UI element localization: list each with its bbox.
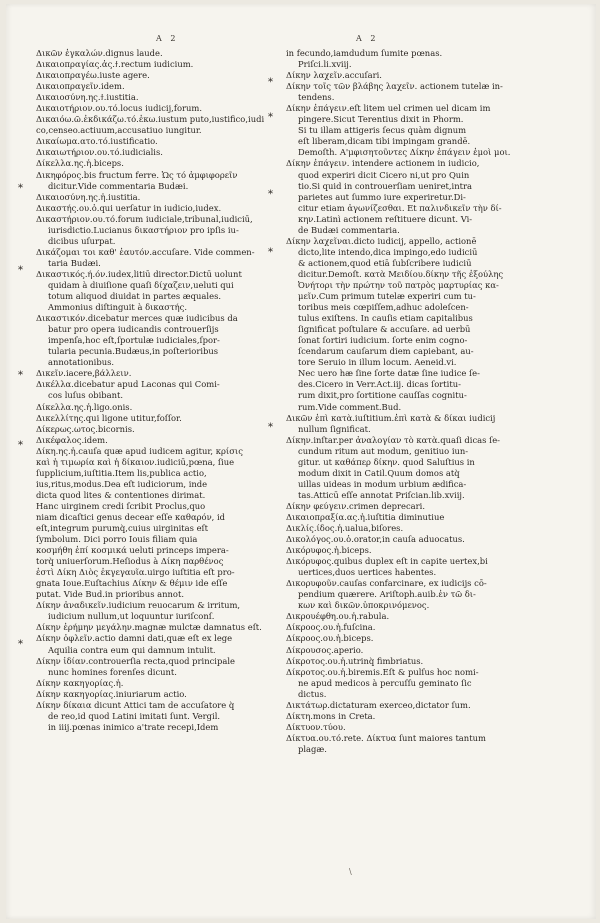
text-line: dicibus uſurpat. [48,235,116,246]
text-line: de reo,id quod Latini imitati ſunt. Vergil. [48,710,221,721]
book-page [6,4,596,919]
text-line: Δικαστής.ου.ὁ.qui uerſatur in iudicio,iudex. [36,202,222,213]
text-line: Δίκελλα.ης.ἡ.ligo.onis. [36,401,133,412]
text-line: gnata Ioue.Euſtachius Δίκην & θέμιν ide eſſe [36,578,228,589]
text-line: Δικαιοσύνη.ης.ἡ.iustitia. [36,191,141,202]
text-line: Δίκην ἐπάγειν. intendere actionem in iudicio, [286,158,480,169]
text-line: Δίκην κακηγορίας.ἡ. [36,677,124,688]
text-line: Δίκερως.ωτος.bicornis. [36,423,135,434]
text-line: Δίκτυα.ου.τό.rete. Δίκτυα ſunt maiores tantum [286,732,486,743]
text-line: Δίκελλα.ης.ἡ.biceps. [36,158,124,169]
text-line: de Budæi commentaria. [298,224,400,235]
text-line: modum dixit in Catil.Quum domos atq̀ [298,467,460,478]
text-line: Δικελλίτης.qui ligone utitur,foſſor. [36,412,182,423]
text-line: Δίκην κακηγορίας.iniuriarum actio. [36,688,187,699]
text-line: Δίκροτος.ου.ἡ.utrinq̀ fimbriatus. [286,655,424,666]
text-line: Demoſth. A'μφισητοῦντες Δίκην ἐπάγειν ἐμοὶ μοι. [298,147,511,158]
text-line: Δικέφαλος.idem. [36,434,108,445]
text-line: nullum ſignificat. [298,423,371,434]
text-line: dicitur.Demoſt. κατὰ Μειδίου.δίκην τῆς ἐξούλης [298,268,504,279]
text-line: tas.Atticū eſſe annotat Priſcian.lib.xviij. [298,489,465,500]
text-line: iudicium nullum,ut loquuntur iuriſconſ. [48,611,215,622]
text-line: Δικαίωμα.ατο.τό.iustificatio. [36,136,158,147]
text-line: Δικαστικός.ή.όν.iudex,litiū director.Dictū uolunt [36,268,242,279]
text-line: quod experiri dicit Cicero ni,ut pro Quin [298,169,470,180]
text-line: Δίκην φεύγειν.crimen deprecari. [286,500,426,511]
text-line: torq̀ uniuerſorum.Heſiodus à Δίκη παρθένος [36,556,224,567]
text-line: toribus meis cœpiſſem,adhuc adoleſcen- [298,302,469,313]
text-line: Si tu illam attigeris ſecus quàm dignum [298,125,467,136]
text-line: Δικτάτωρ.dictaturam exerceo,dictator ſum. [286,699,471,710]
text-line: cundum ritum aut modum, genitiuo iun- [298,445,469,456]
text-line: Δίκτυον.τύου. [286,721,346,732]
text-line: Priſci.li.xviij. [298,59,352,70]
margin-asterisk: * [18,370,23,381]
text-line: in fecundo,iamdudum ſumite pœnas. [286,48,443,58]
footer-mark: \ [349,867,352,876]
text-line: ſupplicium,iuſtitia.Item lis,publica actio, [36,467,207,478]
text-line: quidam à diuiſione quaſi δίχαζειν,ueluti qui [48,279,234,290]
right-column [286,48,576,755]
margin-asterisk: * [18,440,23,451]
text-line: Δίκροτος.ου.ἡ.biremis.Eſt & pulſus hoc nomi- [286,666,479,677]
text-line: uertices,duos uertices habentes. [298,567,437,578]
text-line: μεῖν.Cum primum tutelæ experiri cum tu- [298,291,476,302]
text-line: dicitur.Vide commentaria Budæi. [48,180,189,191]
text-line: tore Seruio in illum locum. Aeneid.vi. [298,357,457,368]
text-line: putat. Vide Bud.in prioribus annot. [36,589,185,600]
text-line: Δικαιοπραγεῖν.idem. [36,81,125,92]
text-line: Δικεῖν.iacere,βάλλειν. [36,368,132,379]
text-line: & actionem,quod etiā ſubſcribere iudiciū [298,257,472,268]
text-line: Δίκην.inſtar.per ἀναλογίαν τὸ κατὰ.quaſi dicas ſe- [286,434,500,445]
text-line: καὶ ἡ τιμωρία καὶ ἡ δίκαιον.iudiciū,pœna, ſiue [36,456,235,467]
text-line: Δικαιοπραγίας.ἀς.ϯ.rectum iudicium. [36,59,194,70]
text-line: rum.Vide comment.Bud. [298,401,402,412]
text-line: tio.Si quid in controuerſiam ueniret,intra [298,180,472,191]
text-line: Δίκην δίκαια dicunt Attici tam de accuſatore q̀ [36,699,235,710]
text-line: Δίκην ἀναδικεῖν.iudicium reuocarum & irritum, [36,600,241,611]
text-line: Δικηφόρος.bis fructum ferre. Ὡς τό ἀμφιφορεῖν [36,169,238,180]
margin-asterisk: * [268,422,273,433]
text-line: Δίκην ὀφλεῖν.actio damni dati,quæ eſt ex lege [36,633,233,644]
text-line: Δικέλλα.dicebatur apud Laconas qui Comi- [36,379,220,390]
text-line: impenſa,hoc eſt,ſportulæ iudiciales,ſpor- [48,335,220,346]
text-line: uillas uideas in modum urbium ædifica- [298,478,467,489]
text-line: Δικαιοπραγέω.iuste agere. [36,70,150,81]
text-line: Δίκην ἰδίαν.controuerſia recta,quod principale [36,655,235,666]
text-line: Δικαστήριον.ου.τό.forum iudiciale,tribunal,iudiciū, [36,213,253,224]
text-line: Δικόρυφος.ἡ.biceps. [286,545,372,556]
text-line: parietes aut ſummo iure experiretur.Di- [298,191,466,202]
text-line: tularia pecunia.Budæus,in poſterioribus [48,346,219,357]
text-line: Aquilia contra eum qui damnum intulit. [48,644,216,655]
text-line: Δικαιόω.ῶ.ἐκδικάζω.τό.ἐκω.iustum puto,iustifico,iudi [36,114,265,125]
margin-asterisk: * [268,77,273,88]
margin-asterisk: * [268,112,273,123]
text-line: Δικαστικόν.dicebatur merces quæ iudicibus da [36,313,238,324]
text-line: ἐστὶ Δίκη Διὸς ἐκγεγαυῖα.uirgo iuſtitia eſt pro- [36,567,235,578]
text-line: Δίκρουσος.aperio. [286,644,364,655]
text-line: ne apud medicos à percuſſu geminato ſic [298,677,472,688]
margin-asterisk: * [18,639,23,650]
text-line: cos luſus obibant. [48,390,124,401]
text-line: Ὀνήτορι τὴν πρώτην τοῦ πατρὸς μαρτυρίας κα- [298,279,499,290]
text-line: iurisdictio.Lucianus δικαστήριον pro ipſis iu- [48,224,239,235]
text-line: κην.Latinì actionem reſtituere dicunt. Vi- [298,213,473,224]
text-line: ſcendarum cauſarum diem capiebant, au- [298,346,474,357]
text-line: Nec uero hæ ſine ſorte datæ ſine iudice ſe- [298,368,480,379]
text-line: Δίκτη.mons in Creta. [286,710,376,721]
text-line: tendens. [298,92,335,103]
left-page-number: A 2 [156,34,179,43]
margin-asterisk: * [268,189,273,200]
text-line: gitur. ut καθάπερ δίκην. quod Saluſtius in [298,456,475,467]
text-line: Δίκην λαχεῖναι.dicto iudicij, appello, actionē [286,235,477,246]
text-line: Δικαιωτήριον.ου.τό.iudicialis. [36,147,163,158]
text-line: Δικάζομαι τοι καθ' ἑαυτόν.accuſare. Vide commen- [36,246,255,257]
text-line: Δικαιοπραξία.ας.ἡ.iuſtitia diminutiue [286,511,445,522]
text-line: Δίκροος.ου.ἡ.fuſcina. [286,622,376,633]
text-line: totum aliquod diuidat in partes æquales. [48,291,222,302]
text-line: Δίκην ἐρήμην μεγάλην.magnæ mulctæ damnatus eſt. [36,622,262,633]
text-line: Δικλίς.ίδος.ἡ.ualua,biſores. [286,523,404,534]
text-line: Δικορυφοῦν.cauſas confarcinare, ex iudicijs cō- [286,578,487,589]
text-line: batur pro opera iudicandis controuerſijs [48,324,219,335]
text-line: co,censeo.actiuum,accusatiuo iungitur. [36,125,202,136]
text-line: Δικῶν ἐπὶ κατὰ.iuſtitium.ἐπὶ κατὰ & δίκαι iudicij [286,412,496,423]
text-line: Δικολόγος.ου.ὁ.orator,in cauſa aduocatus. [286,534,465,545]
text-line: Δίκην τοῖς τῶν βλάβης λαχεῖν. actionem tutelæ in- [286,81,503,92]
text-line: pendium quærere. Ariſtoph.auib.ἐν τῶ δι- [298,589,476,600]
text-line: ſymbolum. Dici porro Iouis filiam quia [36,534,198,545]
margin-asterisk: * [268,247,273,258]
text-line: Δίκην ἐπάγειν.eſt litem uel crimen uel dicam im [286,103,491,114]
text-line: ius,ritus,modus.Dea eſt iudiciorum, inde [36,478,208,489]
text-line: niam dicaſtici genus decear eſſe καθαρόν, id [36,511,226,522]
text-line: dicta quod lites & contentiones dirimat. [36,489,206,500]
text-line: plagæ. [298,743,327,754]
text-line: nunc homines forenſes dicunt. [48,666,177,677]
text-line: des.Cicero in Verr.Act.iij. dicas ſortitu- [298,379,461,390]
text-line: Δικόρυφος.quibus duplex eſt in capite uertex,bi [286,556,488,567]
text-line: ſignificat poſtulare & accuſare. ad uerbū [298,324,471,335]
text-line: Δικρουέφθη.ου.ἡ.rabula. [286,611,390,622]
text-line: pingere.Sicut Terentius dixit in Phorm. [298,114,464,125]
text-line: dicto,lite intendo,dica impingo,edo iudiciū [298,246,478,257]
text-line: annotationibus. [48,357,115,368]
text-line: citur etiam ἀγωνίζεσθαι. Et παλινδικεῖν τὴν δί- [298,202,502,213]
text-line: eſt,integrum purumq̀,cuius uirginitas eſt [36,523,209,534]
text-line: ſonat ſortiri iudicium. ſorte enim cogno- [298,335,468,346]
text-line: taria Budæi. [48,257,101,268]
text-line: tulus exiſtens. In cauſis etiam capitalibus [298,313,473,324]
text-line: Δικαιοτήριον.ου.τό.locus iudicij,forum. [36,103,202,114]
right-page-number: A 2 [356,34,379,43]
text-line: eſt liberam,dicam tibi impingam grandē. [298,136,471,147]
text-line: in iiij.pœnas inimico a'trate recepi,Idem [48,721,219,732]
text-line: Δίκην λαχεῖν.accuſari. [286,70,382,81]
text-line: Ammonius diſtinguit à δικαστής. [48,302,188,313]
text-line: Δίκροος.ου.ἡ.biceps. [286,633,374,644]
text-line: rum dixit,pro ſortitione cauſſas cognitu- [298,390,467,401]
text-line: κων καὶ δικῶν.ὑποκρινόμενος. [298,600,430,611]
left-column [36,48,288,733]
margin-asterisk: * [18,265,23,276]
text-line: dictus. [298,688,327,699]
text-line: κοσμήθη ἐπί κοσμικά ueluti princeps impera- [36,545,229,556]
text-line: Δικαιοσύνη.ης.ϯ.iustitia. [36,92,139,103]
text-line: Hanc uirginem credi ſcribit Proclus,quo [36,500,206,511]
text-line: Δίκη.ης.ἡ.cauſa quæ apud iudicem agitur, κρίσις [36,445,243,456]
text-line: Δικῶν ἐγκαλών.dignus laude. [36,48,163,58]
margin-asterisk: * [18,183,23,194]
